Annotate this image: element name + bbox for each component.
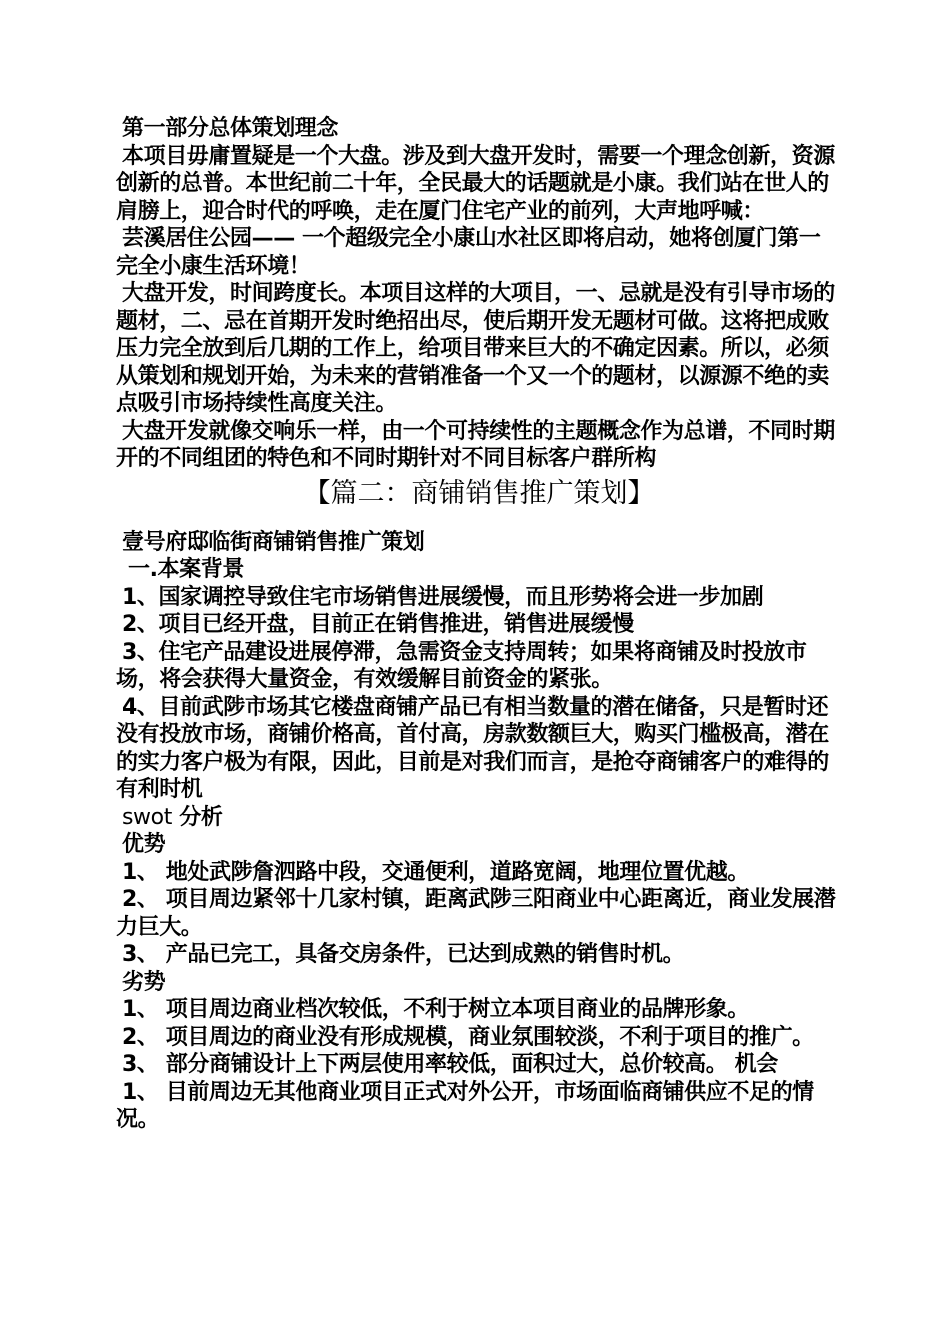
background-item-2: 2、项目已经开盘，目前正在销售推进，销售进展缓慢 [122,612,634,637]
background-section-title: 一.本案背景 [128,557,244,582]
strength-item-2: 2、 项目周边紧邻十几家村镇，距离武陟三阳商业中心距离近，商业发展潜力巨大。 [116,887,836,940]
background-item-1: 1、国家调控导致住宅市场销售进展缓慢，而且形势将会进一步加剧 [122,584,764,610]
weakness-item-2: 2、 项目周边的商业没有形成规模，商业氛围较淡，不利于项目的推广。 [122,1024,814,1050]
strengths-title: 优势 [122,832,166,857]
swot-title [116,804,842,832]
background-item-3: 3、住宅产品建设进展停滞，急需资金支持周转；如果将商铺及时投放市场，将会获得大量资金，有效缓解目前资金的紧张。 [116,639,807,692]
swot-cn: 分析 [179,804,223,830]
weakness-item-1: 1、 项目周边商业档次较低，不利于树立本项目商业的品牌形象。 [122,997,749,1022]
document-body [116,115,842,1134]
opportunity-item-1: 1、 目前周边无其他商业项目正式对外公开，市场面临商铺供应不足的情况。 [116,1079,814,1132]
section-heading: 【篇二：商铺销售推广策划】 [303,477,655,509]
background-item-4: 4、目前武陟市场其它楼盘商铺产品已有相当数量的潜在储备，只是暂时还没有投放市场，商铺价格高，首付高，房款数额巨大，购买门槛极高，潜在的实力客户极为有限，因此，目前是对我们而言，是抢夺商铺客户的难得的有利时机 [116,694,829,802]
part1-title: 第一部分总体策划理念 [122,116,339,141]
weaknesses-title: 劣势 [122,969,166,995]
weakness-item-3: 3、 部分商铺设计上下两层使用率较低，面积过大，总价较高。 机会 [122,1052,778,1077]
strength-item-3: 3、 产品已完工，具备交房条件，已达到成熟的销售时机。 [122,942,685,967]
part1-paragraph-3: 大盘开发，时间跨度长。本项目这样的大项目，一、忌就是没有引导市场的题材，二、忌在首期开发时绝招出尽，使后期开发无题材可做。这将把成败压力完全放到后几期的工作上，给项目带来巨大的不确定因素。所以，必须从策划和规划开始，为未来的营销准备一个又一个的题材，以源源不绝的卖点吸引市场持续性高度关注。 [116,281,835,416]
part1-paragraph-1: 本项目毋庸置疑是一个大盘。涉及到大盘开发时，需要一个理念创新，资源创新的总普。本世纪前二十年，全民最大的话题就是小康。我们站在世人的肩膀上，迎合时代的呼唤，走在厦门住宅产业的前列，大声地呼喊： [116,143,835,224]
part1-paragraph-4: 大盘开发就像交响乐一样，由一个可持续性的主题概念作为总谱，不同时期开的不同组团的特色和不同时期针对不同目标客户群所构 [116,418,835,471]
strength-item-1: 1、 地处武陟詹泗路中段，交通便利，道路宽阔，地理位置优越。 [122,859,749,885]
part1-paragraph-2: 芸溪居住公园—— 一个超级完全小康山水社区即将启动，她将创厦门第一完全小康生活环境！ [116,226,821,279]
swot-latin: swot [122,804,172,830]
part2-title: 壹号府邸临街商铺销售推广策划 [122,529,425,555]
